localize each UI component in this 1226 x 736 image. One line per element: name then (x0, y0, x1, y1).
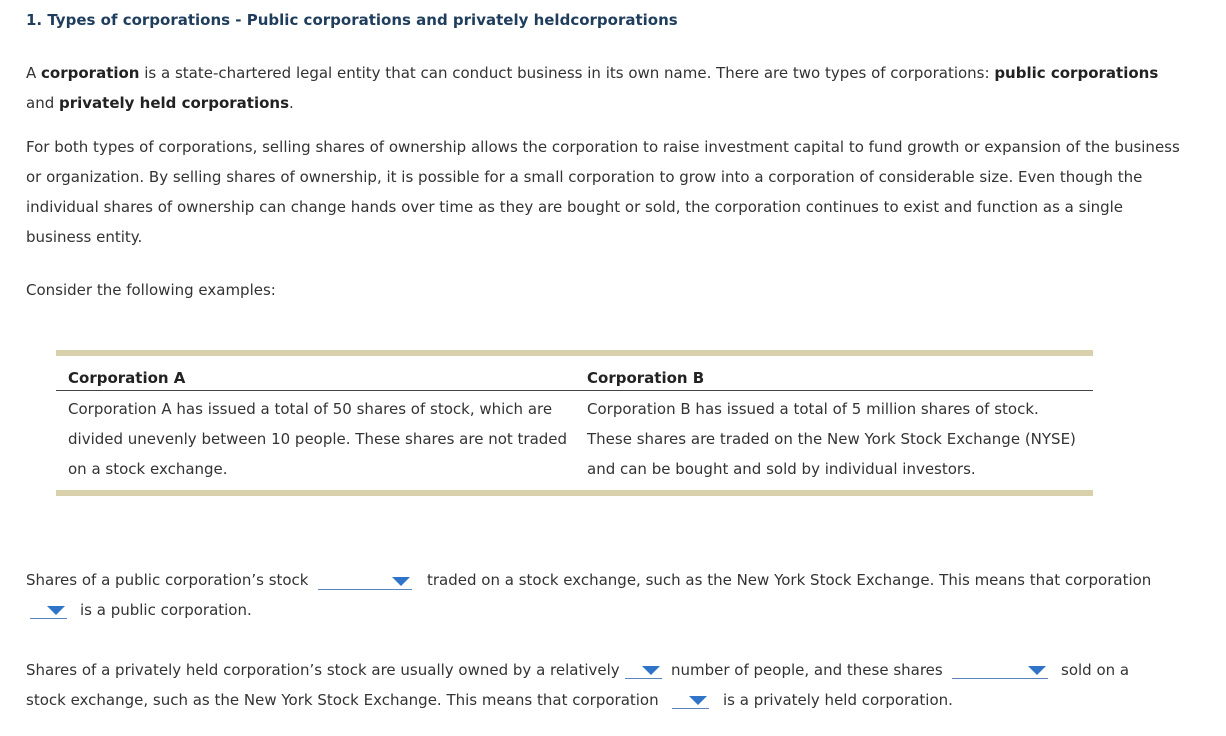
q2-text-part2: number of people, and these shares (671, 661, 943, 679)
corporation-b-description: Corporation B has issued a total of 5 million shares of stock. These shares are traded on the New York Stock Exchange (NYSE) and can be bought and sold by individual investors. (587, 400, 1076, 478)
page-title: 1. Types of corporations - Public corporations and privately heldcorporations (26, 11, 678, 29)
q1-text-part3: is a public corporation. (80, 601, 252, 619)
intro-paragraph: A corporation is a state-chartered legal entity that can conduct business in its own name. There are two types of corporations: public corporations and privately held corporations. (26, 64, 1159, 112)
chevron-down-icon (392, 577, 410, 586)
chevron-down-icon (689, 696, 707, 705)
q2-number-dropdown[interactable] (625, 661, 662, 679)
q1-text-part1: Shares of a public corporation’s stock (26, 571, 309, 589)
corporation-a-header: Corporation A (68, 369, 186, 387)
corporation-a-description: Corporation A has issued a total of 50 shares of stock, which are divided unevenly between 10 people. These shares are not traded on a stock exchange. (68, 400, 568, 478)
q1-corporation-dropdown[interactable] (30, 601, 67, 619)
chevron-down-icon (642, 666, 660, 675)
q1-traded-dropdown[interactable] (318, 572, 412, 590)
q2-text-part5: is a privately held corporation. (723, 691, 953, 709)
corporation-b-column (587, 367, 1087, 484)
q1-text-part2: traded on a stock exchange, such as the New York Stock Exchange. This means that corporation (427, 571, 1152, 589)
q2-text-part1: Shares of a privately held corporation’s stock are usually owned by a relatively (26, 661, 620, 679)
corporation-b-header: Corporation B (587, 369, 705, 387)
term-privately-held-corporations: privately held corporations (59, 94, 289, 112)
q2-text-part4: stock exchange, such as the New York Stock Exchange. This means that corporation (26, 691, 659, 709)
q2-corporation-dropdown[interactable] (672, 691, 709, 709)
examples-intro: Consider the following examples: (26, 281, 276, 299)
chevron-down-icon (1028, 666, 1046, 675)
examples-table (56, 350, 1093, 496)
term-public-corporations: public corporations (994, 64, 1159, 82)
q2-text-part3: sold on a (1061, 661, 1130, 679)
chevron-down-icon (47, 606, 65, 615)
q2-sold-dropdown[interactable] (952, 661, 1048, 679)
corporation-a-column (68, 367, 568, 484)
term-corporation: corporation (41, 64, 140, 82)
explanation-paragraph: For both types of corporations, selling shares of ownership allows the corporation to raise investment capital to fund growth or expansion of the business or organization. By selling shares of ownership, it is possible for a small corporation to grow into a corporation of considerable size. Even though the individual shares of ownership can change hands over time as they are bought or sold, the corporation continues to exist and function as a single business entity. (26, 138, 1180, 246)
